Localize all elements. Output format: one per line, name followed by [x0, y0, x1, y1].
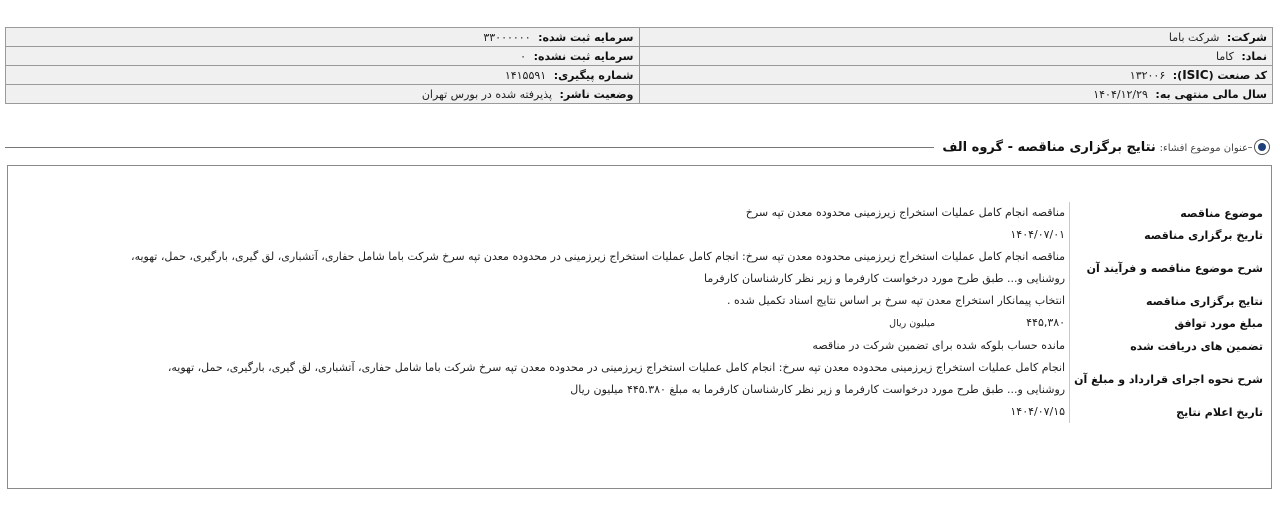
tender-subject-value: مناقصه انجام کامل عملیات استخراج زیرزمینی محدوده معدن تپه سرخ [745, 206, 1066, 219]
agreed-amount-value: ۴۴۵,۳۸۰ [1026, 316, 1066, 329]
detail-row [125, 401, 1265, 423]
detail-row [125, 246, 1265, 290]
tracking-number-value: ۱۴۱۵۵۹۱ [504, 68, 547, 82]
guarantees-label: تضمین های دریافت شده [1070, 335, 1265, 357]
isic-cell [639, 66, 1273, 85]
info-row [6, 28, 1273, 47]
tracking-number-cell [6, 66, 640, 85]
symbol-cell [639, 47, 1273, 66]
publisher-status-label: وضعیت ناشر: [559, 87, 634, 101]
agreed-amount-label: مبلغ مورد توافق [1070, 312, 1265, 335]
company-info-table [5, 27, 1273, 104]
info-row [6, 47, 1273, 66]
publisher-status-cell [6, 85, 640, 104]
unregistered-capital-label: سرمایه ثبت نشده: [533, 49, 634, 63]
tracking-number-label: شماره پیگیری: [553, 68, 634, 82]
tender-results-box [7, 165, 1272, 489]
publisher-status-value: پذیرفته شده در بورس تهران [421, 87, 553, 101]
detail-row [125, 312, 1265, 335]
detail-row [125, 335, 1265, 357]
isic-label-suffix: ): [1172, 69, 1183, 82]
detail-row [125, 202, 1265, 224]
announcement-date-label: تاریخ اعلام نتایج [1070, 401, 1265, 423]
fiscal-year-cell [639, 85, 1273, 104]
info-row [6, 66, 1273, 85]
unregistered-capital-value: ۰ [520, 49, 527, 63]
tender-date-value: ۱۴۰۴/۰۷/۰۱ [1010, 228, 1066, 241]
tender-subject-label: موضوع مناقصه [1070, 202, 1265, 224]
info-row [6, 85, 1273, 104]
isic-label-prefix: کد صنعت ( [1208, 69, 1267, 82]
fiscal-year-label: سال مالی منتهی به: [1155, 87, 1267, 101]
announcement-date-value: ۱۴۰۴/۰۷/۱۵ [1010, 405, 1066, 418]
isic-value: ۱۳۲۰۰۶ [1129, 69, 1166, 82]
tender-date-label: تاریخ برگزاری مناقصه [1070, 224, 1265, 246]
subject-title: نتایج برگزاری مناقصه - گروه الف [942, 140, 1156, 155]
bullet-marker-icon [1254, 139, 1270, 155]
tender-result-label: نتایج برگزاری مناقصه [1070, 290, 1265, 312]
symbol-label: نماد: [1241, 49, 1267, 63]
fiscal-year-value: ۱۴۰۴/۱۲/۲۹ [1093, 87, 1148, 101]
tender-result-value: انتخاب پیمانکار استخراج معدن تپه سرخ بر اساس نتایج اسناد تکمیل شده . [727, 294, 1066, 307]
registered-capital-value: ۳۳۰۰۰۰۰۰ [483, 30, 531, 44]
symbol-value: کاما [1215, 49, 1234, 63]
agreed-amount-cell [125, 312, 1070, 335]
unregistered-capital-cell [6, 47, 640, 66]
detail-row [125, 357, 1265, 401]
registered-capital-cell [6, 28, 640, 47]
contract-execution-value: انجام کامل عملیات استخراج زیرزمینی محدوده معدن تپه سرخ: انجام کامل عملیات استخراج زیرزمینی در محدوده معدن تپه سرخ شرکت باما شامل حفاری، آتشباری، لق گیری، بارگیری، حمل، تهویه، روشنایی و... طبق طرح مورد درخواست کارفرما و زیر نظر کارشناسان کارفرما به مبلغ ۴۴۵.۳۸۰ میلیون ریال [167, 361, 1066, 396]
detail-row [125, 224, 1265, 246]
subject-label: عنوان موضوع افشاء: [1159, 143, 1248, 154]
detail-row [125, 290, 1265, 312]
isic-label-code: ISIC [1182, 68, 1209, 82]
guarantees-value: مانده حساب بلوکه شده برای تضمین شرکت در مناقصه [812, 339, 1066, 352]
company-cell [639, 28, 1273, 47]
tender-details-table [125, 202, 1265, 423]
agreed-amount-unit: میلیون ریال [889, 318, 936, 329]
registered-capital-label: سرمایه ثبت شده: [538, 30, 634, 44]
tender-description-value: مناقصه انجام کامل عملیات استخراج زیرزمینی محدوده معدن تپه سرخ: انجام کامل عملیات استخراج زیرزمینی در محدوده معدن تپه سرخ شرکت باما شامل حفاری، آتشباری، لق گیری، بارگیری، حمل، تهویه، روشنایی و... طبق طرح مورد درخواست کارفرما و زیر نظر کارشناسان کارفرما [131, 250, 1066, 285]
company-value: شرکت باما [1168, 30, 1220, 44]
subject-heading [934, 139, 1248, 157]
contract-execution-label: شرح نحوه اجرای قرارداد و مبلغ آن [1070, 357, 1265, 401]
disclosure-subject [5, 139, 1272, 155]
company-label: شرکت: [1226, 30, 1267, 44]
tender-description-label: شرح موضوع مناقصه و فرآیند آن [1070, 246, 1265, 290]
